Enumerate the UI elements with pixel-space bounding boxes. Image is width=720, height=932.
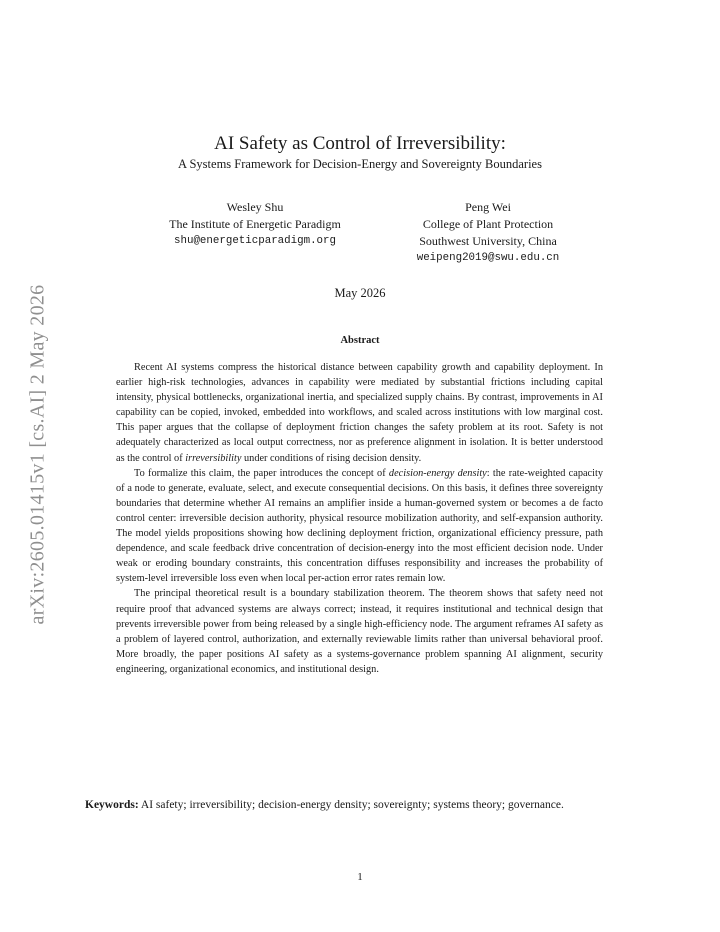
keywords-list: AI safety; irreversibility; decision-energy density; sovereignty; systems theory; governance. [138, 799, 564, 811]
author-affiliation: College of Plant Protection [422, 217, 554, 231]
author-name: Peng Wei [465, 200, 511, 214]
paper-subtitle: A Systems Framework for Decision-Energy and Sovereignty Boundaries [178, 157, 542, 171]
arxiv-identifier-stamp [18, 268, 58, 640]
author-email[interactable]: shu@energeticparadigm.org [174, 235, 336, 247]
paper-title: AI Safety as Control of Irreversibility: [214, 133, 506, 154]
publication-date: May 2026 [334, 286, 386, 300]
abstract-heading: Abstract [340, 335, 380, 346]
keywords-label: Keywords: [85, 799, 139, 811]
author-affiliation: The Institute of Energetic Paradigm [169, 217, 341, 231]
author-affiliation-institution: Southwest University, China [419, 234, 557, 248]
abstract-text: Recent AI systems compress the historical distance between capability growth and capability deployment. In earlier high-risk technologies, advances in capability were mediated by substantial frictions including capital intensity, physical bottlenecks, organizational inertia, and specialized supply chains. By contrast, improvements in AI capability can be copied, invoked, embedded into workflows, and scaled across institutions with low marginal cost. This paper argues that the collapse of deployment friction changes the safety problem at its root. Safety is not adequately characterized as local output correctness, nor as preference alignment in isolation. It is better understood as the control of [116, 362, 603, 464]
author-block-2 [386, 199, 590, 267]
abstract-body [116, 360, 603, 677]
abstract-text: under conditions of rising decision density. [241, 452, 422, 464]
abstract-paragraph [116, 360, 603, 466]
abstract-text: To formalize this claim, the paper introduces the concept of [134, 467, 389, 479]
abstract-paragraph [116, 466, 603, 587]
author-name: Wesley Shu [226, 200, 284, 214]
abstract-emphasis: decision-energy density [388, 467, 487, 479]
keywords-section [85, 797, 635, 814]
abstract-emphasis: irreversibility [185, 452, 242, 464]
page-number: 1 [357, 871, 363, 883]
author-block-1 [140, 199, 370, 250]
arxiv-identifier-text: arXiv:2605.01415v1 [cs.AI] 2 May 2026 [26, 284, 49, 624]
author-email[interactable]: weipeng2019@swu.edu.cn [416, 252, 560, 264]
abstract-text: : the rate-weighted capacity of a node to generate, evaluate, select, and execute consequential decisions. On this basis, it defines three sovereignty boundaries that determine whether AI remains an amplifier inside a human-governed system or becomes a de facto control center: irreversible decision authority, physical resource mobilization authority, and self-expansion authority. The model yields propositions showing how declining deployment friction, organizational efficiency pressure, path dependence, and scale feedback drive concentration of decision-energy into the most efficient decision node. Under weak or eroding boundary constraints, this concentration diffuses responsibility and increases the probability of system-level irreversible loss even when local per-action error rates remain low. [116, 467, 603, 585]
abstract-paragraph: The principal theoretical result is a boundary stabilization theorem. The theorem shows that safety need not require proof that advanced systems are always correct; instead, it requires institutional and technical design that prevents irreversible power from being released by a single high-efficiency node. The argument reframes AI safety as a problem of layered control, authorization, and externally reviewable limits rather than universal behavioral proof. More broadly, the paper positions AI safety as a systems-governance problem spanning AI alignment, security engineering, organizational economics, and institutional design. [116, 588, 603, 675]
